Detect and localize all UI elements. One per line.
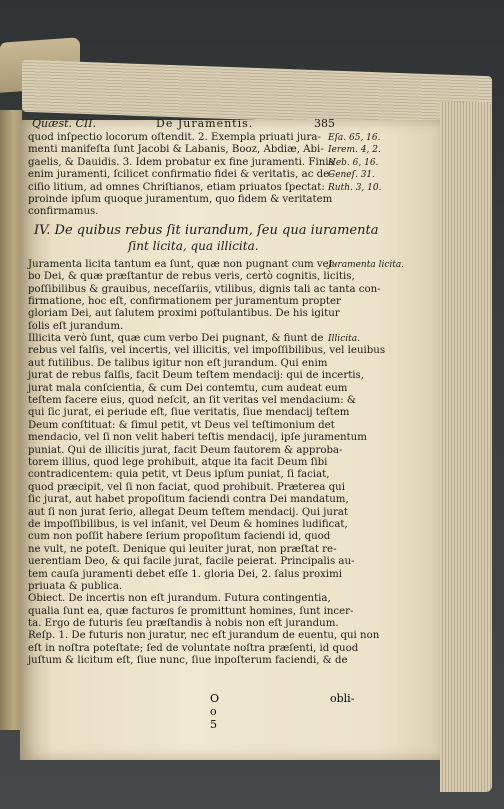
text-line: rebus vel falſis, vel incertis, vel illicitis, vel impoſſibilibus, vel leuibus bbox=[28, 345, 386, 357]
text-line: Deum conſtituat: & ſimul petit, vt Deus vel teſtimonium det bbox=[28, 419, 335, 431]
text-line: juſtum & licitum eſt, ſiue nunc, ſiue inpoſterum faciendi, & de bbox=[28, 655, 348, 667]
catchword: obli- bbox=[330, 692, 355, 705]
text-line: uerentiam Deo, & qui facile jurat, facile peierat. Principalis au- bbox=[28, 556, 355, 568]
section-heading: IV. De quibus rebus ſit iurandum, ſeu qua iuramenta bbox=[34, 222, 379, 238]
text-line: ſic jurat, aut habet propoſitum faciendi contra Dei mandatum, bbox=[28, 494, 349, 506]
text-line: firmatione, hoc eſt, confirmationem per juramentum propter bbox=[28, 295, 341, 307]
text-line: poſſibilibus & grauibus, neceſſariis, vtilibus, dignis tali ac tanta con- bbox=[28, 283, 381, 295]
text-line: mendacio, vel ſi non velit haberi teſtis mendacij, ipſe juramentum bbox=[28, 432, 367, 444]
text-line: ciſio litium, ad omnes Chriſtianos, etiam priuatos ſpectat: Ruth. 3, 10. bbox=[28, 181, 382, 193]
text-line: jurat de rebus falſis, facit Deum teſtem mendacij: qui de incertis, bbox=[28, 370, 365, 382]
text-line: qui ſic jurat, ei periude eſt, ſiue veritatis, ſiue mendacij teſtem bbox=[28, 407, 350, 419]
page-text bbox=[28, 118, 428, 668]
margin-note: Ierem. 4, 2. bbox=[328, 145, 381, 156]
text-line: gloriam Dei, aut ſalutem proximi poſtulantibus. De his igitur bbox=[28, 308, 340, 320]
text-line: eſt in noſtra poteſtate; ſed de voluntate noſtra præſenti, id quod bbox=[28, 642, 359, 654]
text-line: qualia ſunt ea, quæ facturos ſe promittunt homines, ſunt incer- bbox=[28, 605, 354, 617]
text-line: quod inſpectio locorum oſtendit. 2. Exempla priuati jura- Eſa. 65, 16. bbox=[28, 132, 381, 143]
body-paragraphs bbox=[28, 259, 428, 668]
text-line: aut futilibus. De talibus igitur non eſt jurandum. Qui enim bbox=[28, 357, 328, 369]
text-line: teſtem facere eius, quod neſcit, an ſit veritas vel mendacium: & bbox=[28, 395, 356, 407]
text-line: ſolis eſt jurandum. bbox=[28, 320, 124, 332]
signature-mark: O o 5 bbox=[210, 692, 220, 731]
running-header bbox=[28, 118, 428, 132]
text-line: Illicita verò ſunt, quæ cum verbo Dei pugnant, & fiunt de Illicita. bbox=[28, 333, 360, 345]
text-line: menti manifeſta ſunt Jacobi & Labanis, Booz, Abdiæ, Abi- Ierem. 4, 2. bbox=[28, 144, 381, 156]
text-line: confirmamus. bbox=[28, 206, 99, 218]
text-line: Juramenta licita tantum ea ſunt, quæ non pugnant cum ver- Juramenta licita. bbox=[28, 258, 405, 270]
text-line: bo Dei, & quæ præſtantur de rebus veris, certò cognitis, licitis, bbox=[28, 271, 355, 283]
page-number: 385 bbox=[314, 117, 335, 130]
text-line: gaelis, & Dauidis. 3. Idem probatur ex fine juramenti. Finis Heb. 6, 16. bbox=[28, 156, 379, 168]
text-line: proinde ipſum quoque juramentum, quo fidem & veritatem bbox=[28, 193, 333, 205]
margin-note: Geneſ. 31. bbox=[328, 170, 376, 181]
text-line: cum non poſſit habere ſerium propoſitum faciendi id, quod bbox=[28, 531, 331, 543]
margin-note: Illicita. bbox=[328, 334, 360, 345]
text-line: aut ſi non jurat ſerio, allegat Deum teſtem mendacij. Qui jurat bbox=[28, 506, 348, 518]
margin-note: Heb. 6, 16. bbox=[328, 157, 379, 168]
text-line: jurat mala conſcientia, & cum Dei contemtu, cum audeat eum bbox=[28, 382, 348, 394]
section-heading-cont: ſint licita, qua illicita. bbox=[128, 238, 259, 253]
text-line: ne vult, ne poteſt. Denique qui leuiter jurat, non præſtat re- bbox=[28, 543, 337, 555]
text-line: Reſp. 1. De futuris non juratur, nec eſt jurandum de euentu, qui non bbox=[28, 630, 380, 642]
text-line: quod præcipit, vel ſi non faciat, quod prohibuit. Præterea qui bbox=[28, 481, 345, 493]
page-fore-edges bbox=[440, 102, 492, 792]
margin-note: Ruth. 3, 10. bbox=[328, 182, 382, 193]
top-paragraph bbox=[28, 132, 428, 219]
text-line: Obiect. De incertis non eſt jurandum. Futura contingentia, bbox=[28, 593, 331, 605]
text-line: priuata & publica. bbox=[28, 580, 123, 592]
text-line: tem cauſa juramenti debet eſſe 1. gloria Dei, 2. ſalus proximi bbox=[28, 568, 342, 580]
text-line: contradicentem: quia petit, vt Deus ipſum puniat, ſi faciat, bbox=[28, 469, 330, 481]
book-binding bbox=[0, 110, 22, 730]
header-title: De Juramentis. bbox=[156, 117, 254, 130]
margin-note: Juramenta licita. bbox=[328, 259, 405, 270]
text-line: puniat. Qui de illicitis jurat, facit Deum fautorem & approba- bbox=[28, 444, 343, 456]
margin-note: Eſa. 65, 16. bbox=[328, 133, 381, 143]
text-line: torem illius, quod lege prohibuit, atque ita facit Deum ſibi bbox=[28, 456, 328, 468]
text-line: ta. Ergo de futuris ſeu præſtandis à nobis non eſt jurandum. bbox=[28, 618, 339, 630]
header-question: Quæst. CII. bbox=[32, 117, 97, 130]
text-line: enim juramenti, ſcilicet confirmatio fidei & veritatis, ac de- Geneſ. 31. bbox=[28, 169, 376, 181]
text-line: de impoſſibilibus, is vel inſanit, vel Deum & homines ludificat, bbox=[28, 518, 348, 530]
